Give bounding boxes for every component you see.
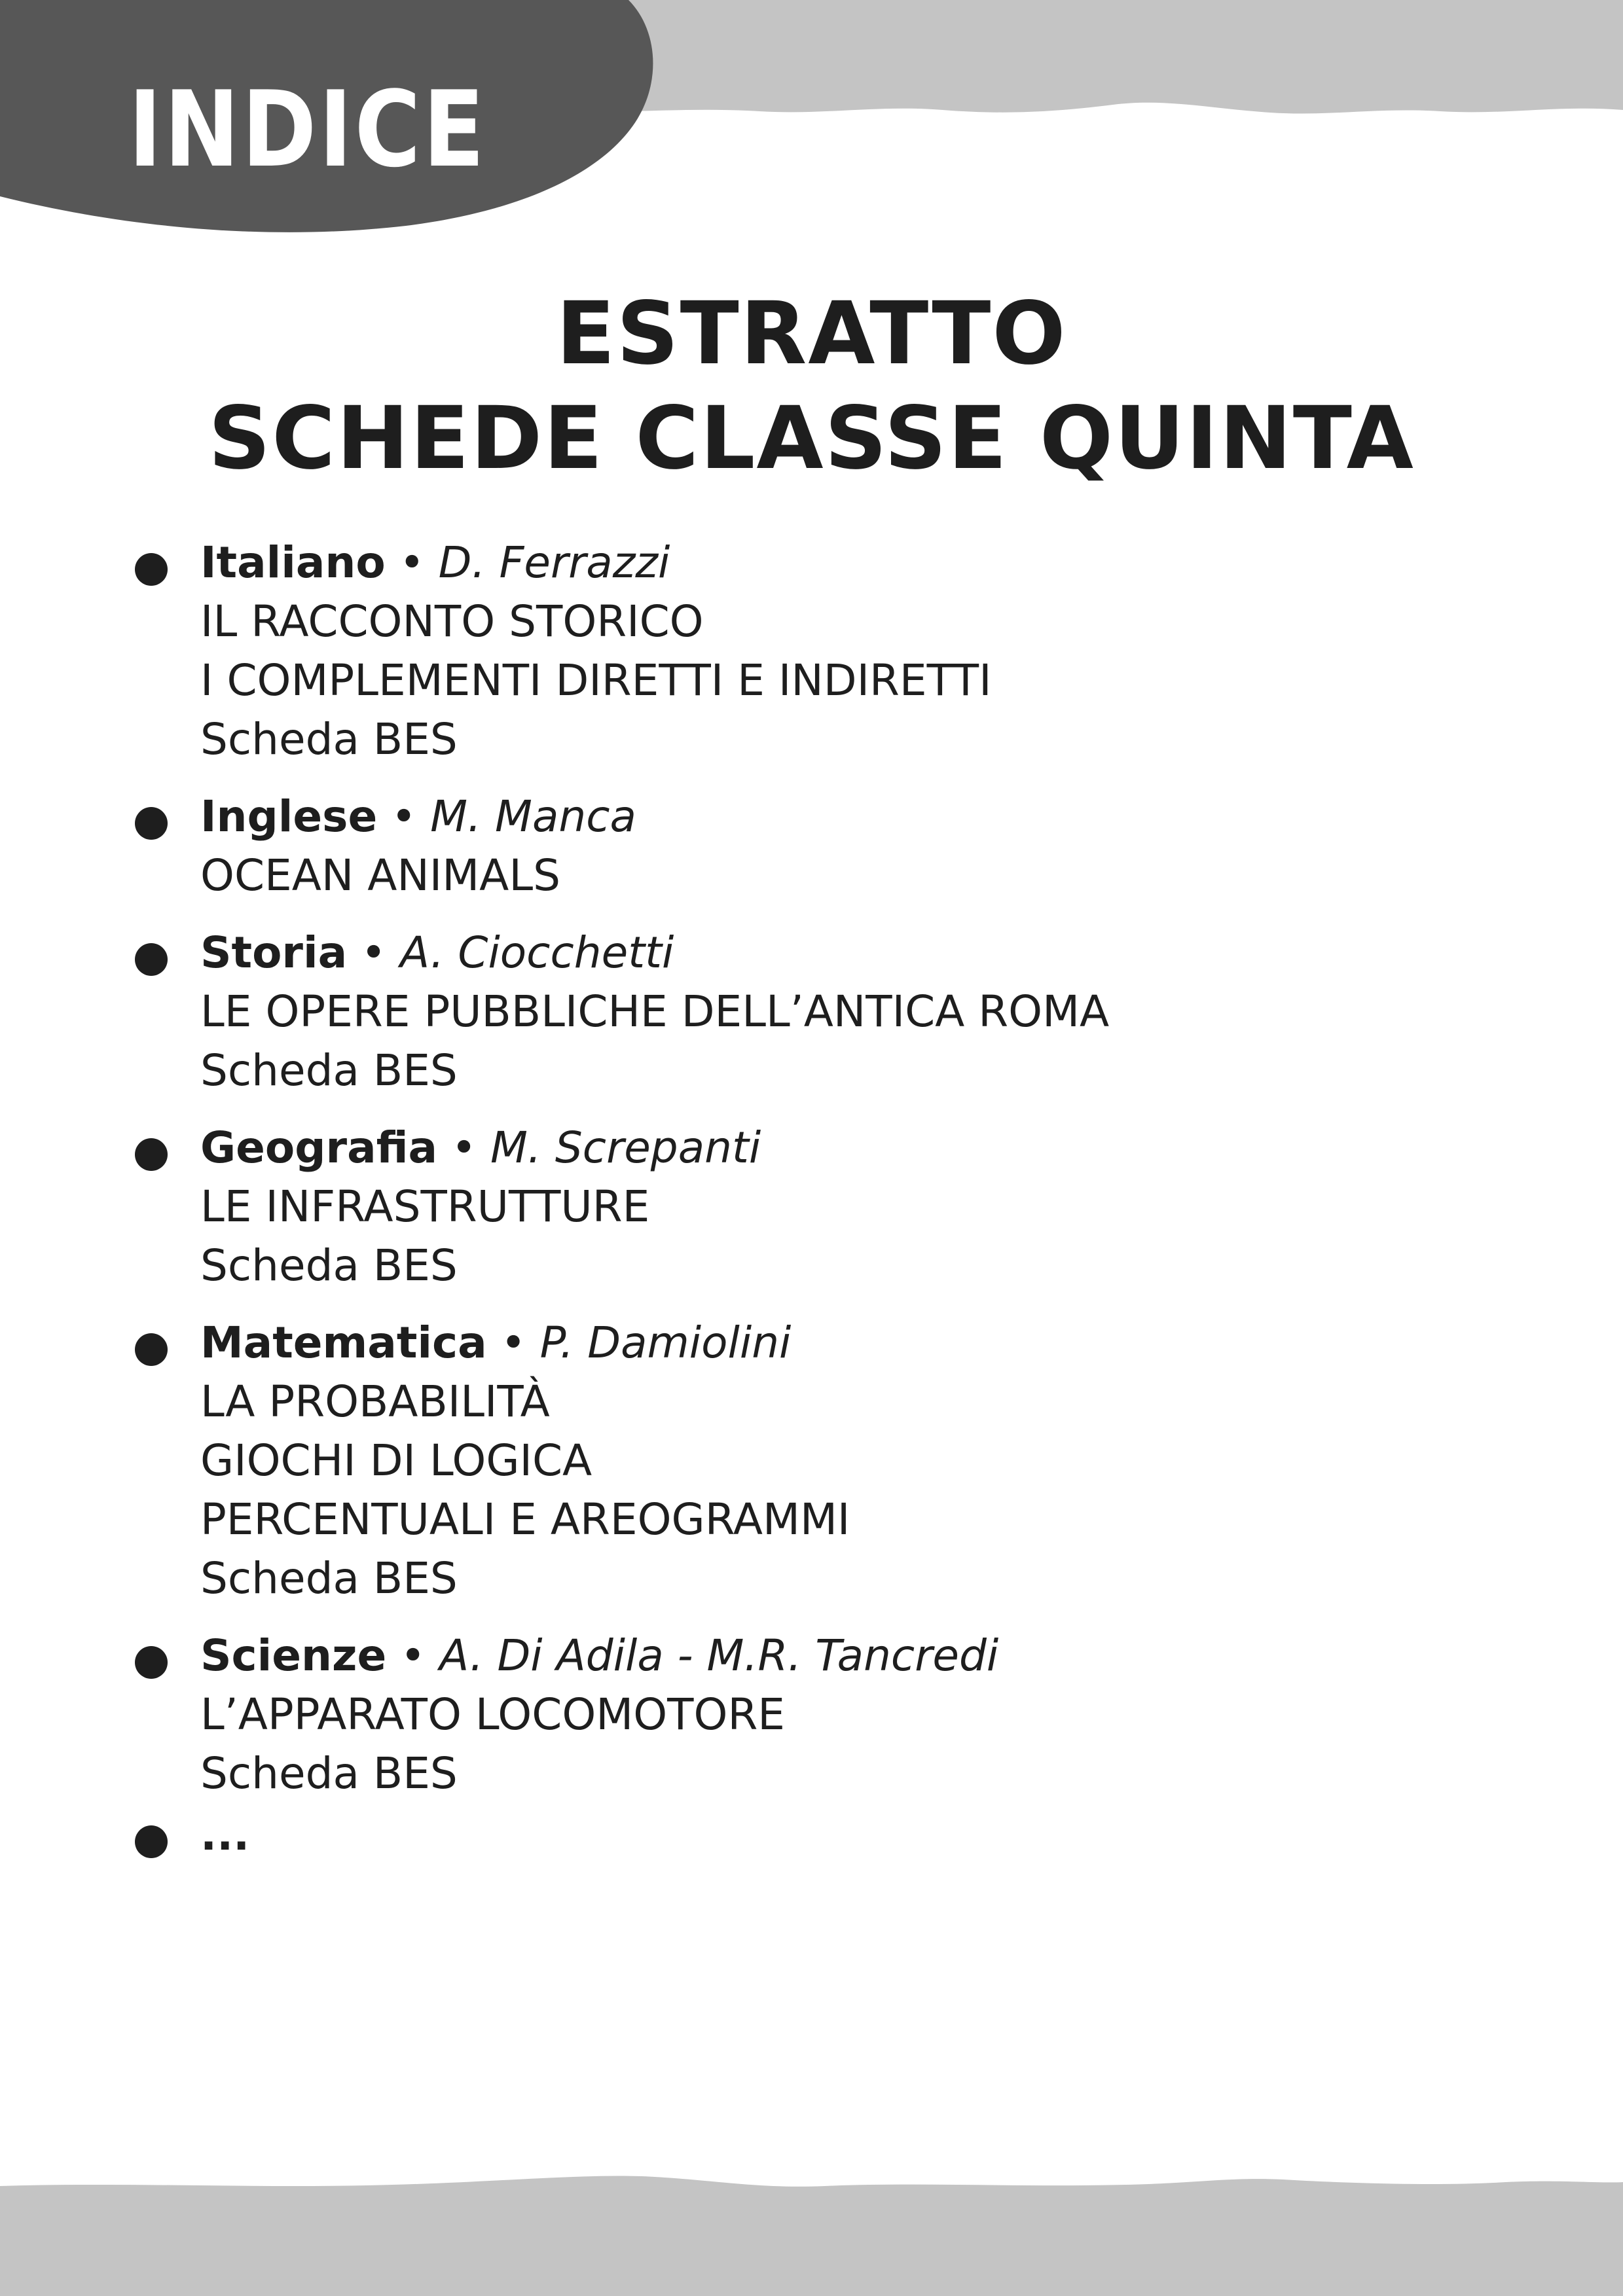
separator-dot: • xyxy=(361,927,387,978)
toc-entry-more xyxy=(135,1806,1510,1865)
entry-heading xyxy=(200,1626,1510,1685)
bullet-icon xyxy=(135,553,168,586)
bullet-icon xyxy=(135,943,168,976)
entry-heading xyxy=(200,924,1510,982)
author-name: M. Screpanti xyxy=(490,1122,761,1173)
subject-name: Matematica xyxy=(200,1318,487,1368)
topic-line: L’APPARATO LOCOMOTORE xyxy=(200,1689,785,1740)
separator-dot: • xyxy=(400,1630,426,1681)
topic-line: PERCENTUALI E AREOGRAMMI xyxy=(200,1494,850,1545)
topic-line: LE OPERE PUBBLICHE DELL’ANTICA ROMA xyxy=(200,986,1110,1037)
separator-dot: • xyxy=(451,1122,477,1173)
topic-line: GIOCHI DI LOGICA xyxy=(200,1435,593,1486)
separator-dot: • xyxy=(399,537,425,588)
topic-line: Scheda BES xyxy=(200,1240,458,1291)
subject-name: Scienze xyxy=(200,1630,387,1681)
more-ellipsis: ... xyxy=(200,1810,250,1860)
topic-line: LA PROBABILITÀ xyxy=(200,1376,550,1427)
table-of-contents xyxy=(135,533,1510,1883)
separator-dot: • xyxy=(500,1318,526,1368)
bullet-icon xyxy=(135,1825,168,1858)
toc-entry-geografia xyxy=(135,1119,1510,1295)
author-name: P. Damiolini xyxy=(539,1318,792,1368)
bullet-icon xyxy=(135,807,168,840)
author-name: M. Manca xyxy=(430,791,636,842)
entry-heading xyxy=(200,533,1510,592)
entry-heading xyxy=(200,1119,1510,1177)
topic-line: Scheda BES xyxy=(200,1748,458,1799)
toc-entry-italiano xyxy=(135,533,1510,769)
topic-line: Scheda BES xyxy=(200,1045,458,1096)
title-line-1: ESTRATTO xyxy=(556,283,1067,384)
entry-heading xyxy=(200,1314,1510,1372)
indice-heading: INDICE xyxy=(128,68,487,190)
topic-line: LE INFRASTRUTTURE xyxy=(200,1181,650,1232)
title-line-2: SCHEDE CLASSE QUINTA xyxy=(208,388,1415,489)
toc-entry-matematica xyxy=(135,1314,1510,1608)
author-name: D. Ferrazzi xyxy=(438,537,670,588)
bottom-decorative-band xyxy=(0,2160,1623,2296)
author-name: A. Ciocchetti xyxy=(400,927,674,978)
bullet-icon xyxy=(135,1138,168,1171)
topic-line: IL RACCONTO STORICO xyxy=(200,596,704,647)
subject-name: Geografia xyxy=(200,1122,438,1173)
subject-name: Inglese xyxy=(200,791,378,842)
topic-line: Scheda BES xyxy=(200,1553,458,1604)
document-title xyxy=(0,281,1623,491)
toc-entry-inglese xyxy=(135,787,1510,905)
entry-heading xyxy=(200,787,1510,846)
bullet-icon xyxy=(135,1333,168,1366)
toc-entry-scienze xyxy=(135,1626,1510,1803)
bullet-icon xyxy=(135,1646,168,1679)
separator-dot: • xyxy=(391,791,417,842)
topic-line: Scheda BES xyxy=(200,714,458,764)
author-name: A. Di Adila - M.R. Tancredi xyxy=(439,1630,999,1681)
toc-entry-storia xyxy=(135,924,1510,1100)
topic-line: OCEAN ANIMALS xyxy=(200,850,560,901)
topic-line: I COMPLEMENTI DIRETTI E INDIRETTI xyxy=(200,655,992,706)
subject-name: Italiano xyxy=(200,537,386,588)
subject-name: Storia xyxy=(200,927,348,978)
